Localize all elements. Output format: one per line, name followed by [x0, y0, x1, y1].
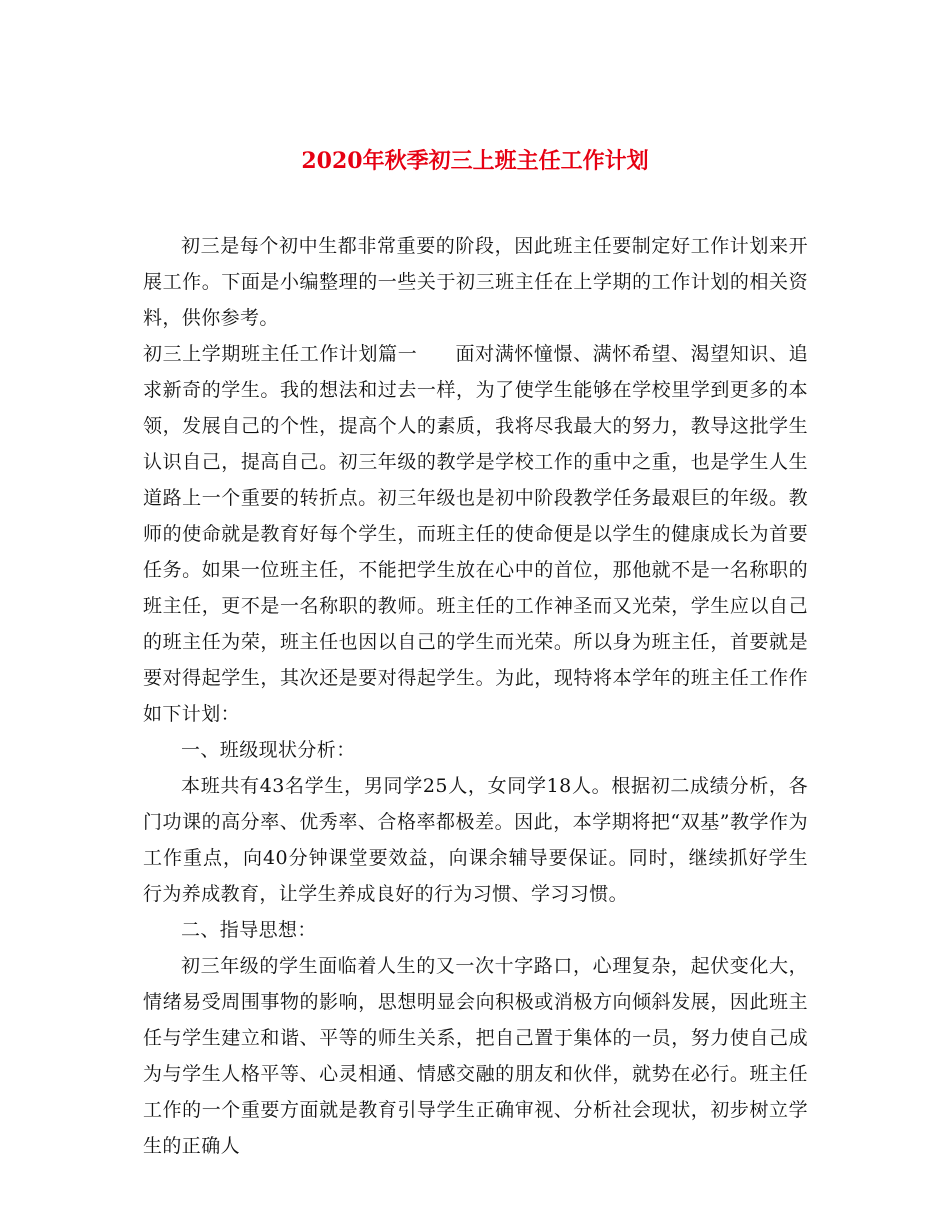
section-paragraph	[143, 336, 808, 732]
section-heading: 初三上学期班主任工作计划篇一	[143, 343, 418, 365]
section-lead-text: 面对满怀憧憬、满怀希望、渴望知识、追求新奇的学生。我的想法和过去一样，为了使学生能够在学校里学到更多的本领，发展自己的个性，提高个人的素质，我将尽我最大的努力，教导这批学生认识自己，提高自己。初三年级的教学是学校工作的重中之重，也是学生人生道路上一个重要的转折点。初三年级也是初中阶段教学任务最艰巨的年级。教师的使命就是教育好每个学生，而班主任的使命便是以学生的健康成长为首要任务。如果一位班主任，不能把学生放在心中的首位，那他就不是一名称职的班主任，更不是一名称职的教师。班主任的工作神圣而又光荣，学生应以自己的班主任为荣，班主任也因以自己的学生而光荣。所以身为班主任，首要就是要对得起学生，其次还是要对得起学生。为此，现特将本学年的班主任工作作如下计划：	[143, 343, 808, 725]
heading-class-status: 一、班级现状分析：	[181, 739, 356, 761]
class-status-paragraph: 本班共有43名学生，男同学25人，女同学18人。根据初二成绩分析，各门功课的高分率、优秀率、合格率都极差。因此，本学期将把“双基”教学作为工作重点，向40分钟课堂要效益，向课余辅导要保证。同时，继续抓好学生行为养成教育，让学生养成良好的行为习惯、学习习惯。	[143, 775, 808, 905]
document-title: 2020年秋季初三上班主任工作计划	[301, 148, 649, 174]
intro-paragraph: 初三是每个初中生都非常重要的阶段，因此班主任要制定好工作计划来开展工作。下面是小编整理的一些关于初三班主任在上学期的工作计划的相关资料，供你参考。	[143, 235, 808, 329]
document-body	[143, 228, 808, 1164]
heading-guiding-ideology: 二、指导思想：	[181, 919, 317, 941]
guiding-ideology-paragraph: 初三年级的学生面临着人生的又一次十字路口，心理复杂，起伏变化大，情绪易受周围事物的影响，思想明显会向积极或消极方向倾斜发展，因此班主任与学生建立和谐、平等的师生关系，把自己置于集体的一员，努力使自己成为与学生人格平等、心灵相通、情感交融的朋友和伙伴，就势在必行。班主任工作的一个重要方面就是教育引导学生正确审视、分析社会现状，初步树立学生的正确人	[143, 955, 808, 1157]
